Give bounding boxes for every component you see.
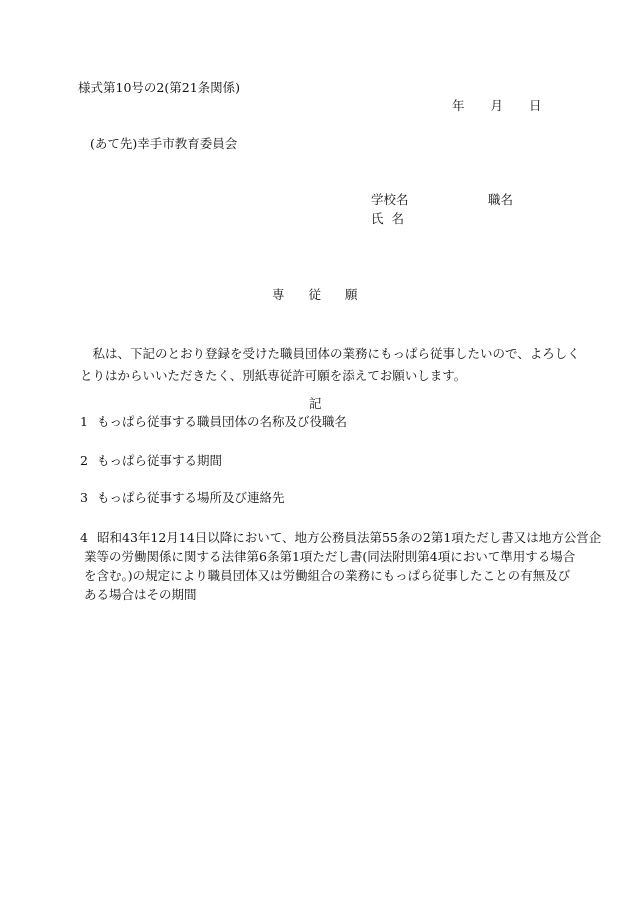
request-line-1: 私は、下記のとおり登録を受けた職員団体の業務にもっぱら従事したいので、よろしく [92, 346, 580, 361]
applicant-name-label: 氏名 [371, 211, 413, 226]
item-text: もっぱら従事する場所及び連絡先 [97, 490, 285, 505]
date-month-label: 月 [490, 98, 504, 113]
date-year-label: 年 [452, 98, 465, 113]
item-text-line-1: 昭和43年12月14日以降において、地方公務員法第55条の2第1項ただし書又は地方公営企 [97, 530, 602, 545]
request-line-2: とりはからいいただきたく、別紙専従許可願を添えてお願いします。 [80, 368, 467, 383]
form-number: 様式第10号の2(第21条関係) [78, 80, 241, 95]
item-text: もっぱら従事する職員団体の名称及び役職名 [97, 414, 348, 429]
item-text-line-2: 業等の労働関係に関する法律第6条第1項ただし書(同法附則第4項において準用する場合 [84, 549, 576, 564]
ki-heading: 記 [309, 396, 322, 411]
item-text-line-4: ある場合はその期間 [84, 587, 197, 602]
applicant-school-row [371, 194, 513, 207]
date-day-label: 日 [529, 98, 542, 113]
list-item [80, 528, 602, 604]
item-number: 1 [80, 414, 88, 429]
list-item [80, 492, 285, 505]
date-line [452, 100, 542, 113]
list-item [80, 455, 222, 468]
item-number: 2 [80, 453, 88, 468]
item-text: もっぱら従事する期間 [97, 453, 223, 468]
position-label: 職名 [488, 192, 514, 207]
addressee: (あて先)幸手市教育委員会 [90, 136, 238, 151]
list-item [80, 416, 347, 429]
document-title: 専従願 [272, 287, 382, 302]
item-number: 4 [80, 530, 88, 545]
item-text-line-3: を含む。)の規定により職員団体又は労働組合の業務にもっぱら従事したことの有無及び [84, 568, 571, 583]
school-name-label: 学校名 [371, 192, 409, 207]
request-paragraph [80, 343, 580, 387]
item-number: 3 [80, 490, 88, 505]
